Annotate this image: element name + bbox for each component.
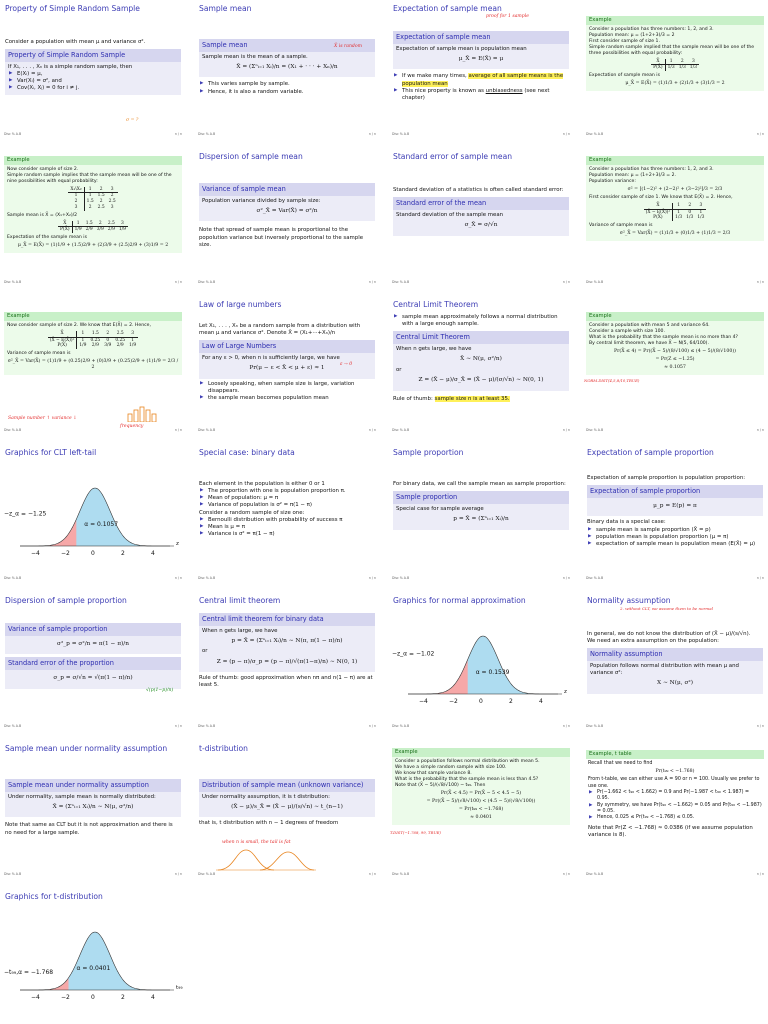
handwritten-note: proof for 1 sample [486,14,529,19]
slide-clt [388,296,574,434]
slide-t-distribution-graph [0,888,186,1024]
sketch-histogram-icon [124,406,164,422]
footer-left: Disc % A.B [392,279,410,284]
tick-label: 4 [151,550,155,557]
slide-example-4 [0,296,186,434]
slide-expectation-sample-mean [388,0,574,138]
equation: μ_p = E(p) = π [653,502,697,509]
axis-label: z [176,541,179,547]
footer-left: Disc % A.B [4,279,22,284]
block-header: Normality assumption [587,648,763,661]
footer-right: n / n [174,279,182,284]
slide-example-2 [0,148,186,286]
list-item: ▶ Variance is σ² = π(1 − π) [199,531,375,538]
equation: σ²_X̄ = Var(X̄) = (1)1/3 + (0)1/3 + (1)1/3 = 2/3 [619,230,731,236]
list-item: ▶ population mean is population proportion (μ = π) [587,534,763,541]
left-tail-fill [408,660,468,695]
block-header: Variance of sample proportion [5,623,181,636]
text-line: Population mean: μ = (1+2+3)/3 = 2 [589,32,675,38]
text-line: Binary data is a special case: [587,519,666,526]
slide-title: Sample mean under normality assumption [5,744,168,753]
tick-label: −4 [31,550,40,557]
text-line: Expectation of the sample mean is [7,235,87,241]
z-label: −z_α = −1.02 [392,650,435,658]
footer-left: Disc % A.B [586,723,604,728]
block-line: Special case for sample average [396,505,484,512]
left-tail-fill [20,978,69,990]
slide-normal-approx-graph [388,592,574,730]
slide-t-table [582,740,768,878]
equation: Pr(μ − ε < X̄ < μ + ε) ≈ 1 [249,365,325,372]
footer-left: Disc % A.B [392,575,410,580]
intro-text: For binary data, we call the sample mean as sample proportion: [393,481,566,488]
text-line: Consider a population has three numbers: 1, 2, and 3. [589,26,714,32]
slide-sample-mean-normality [0,740,186,878]
footer-left: Disc % A.B [586,427,604,432]
list-item: ▶ Var(Xᵢ) = σ², and [8,78,178,85]
example-header: Example [4,156,182,165]
slide-example-1 [582,0,768,138]
handwritten-note: 2. without CLT, we assume them to be normal [620,606,713,611]
example-header: Example, t table [586,750,764,759]
footer-right: n / n [368,131,376,136]
slide-expectation-proportion [582,444,768,582]
slide-example-3 [582,148,768,286]
footer-left: Disc % A.B [392,131,410,136]
equation: σ²_X̄ = Var(X̄) = σ²/n [256,207,318,214]
z-label: −t₉₉,α = −1.768 [4,968,54,976]
slide-title: Normality assumption [587,596,671,605]
block-header: Law of Large Numbers [199,340,375,353]
text-line: We have a simple random sample with size 100. [395,764,507,770]
footer-right: n / n [562,427,570,432]
list-item: ▶ E(Xᵢ) = μ, [8,71,178,78]
equation: Pr(X̄ < 4.5) = Pr(X̄ − 5 < 4.5 − 5) [440,790,522,796]
footer-right: n / n [756,427,764,432]
tick-label: 0 [479,698,483,705]
slide-title: Dispersion of sample mean [199,152,303,161]
equation: X̄ = (Σⁿᵢ₌₁ Xᵢ)/n = (X₁ + · · · + Xₙ)/n [236,63,338,70]
block-line: When n gets large, we have [202,627,278,634]
footer-right: n / n [756,279,764,284]
footer-left: Disc % A.B [586,575,604,580]
prob-table: X̄ 1 1.5 2 2.5 3 (X̄ − E(X̄))² 1 0.25 0 0.25 1 P(X̄) 1/9 2/9 3/9 2/9 1/9 [49,330,137,349]
list-item: ▶ Mean is μ = π [199,524,375,531]
alpha-label: α = 0.0401 [76,965,111,972]
slide-sample-mean [194,0,380,138]
slide-title: Graphics for t-distribution [5,892,103,901]
block-line: Standard deviation of the sample mean [396,211,504,218]
footer-right: n / n [756,575,764,580]
handwritten-note: NORM.DIST(4,5,8/10,TRUE) [584,378,640,383]
equation: X̄ ∼ N(μ, σ²/n) [460,356,502,363]
footer-left: Disc % A.B [198,427,216,432]
equation: = Pr(Z ≤ −1.25) [655,356,695,362]
footer-right: n / n [368,427,376,432]
sketch-t-curves-icon [216,846,316,872]
slide-title: Expectation of sample mean [393,4,502,13]
text-line: Population variance: [589,178,636,184]
footer-right: n / n [368,871,376,876]
example-header: Example [586,156,764,165]
text-line: First consider sample of size 1. [589,38,660,44]
text-line: Consider a random sample of size one: [199,509,305,516]
slide-law-large-numbers [194,296,380,434]
block-line: Under normality assumption, it is t distribution: [202,793,330,800]
slide-title: Graphics for CLT left-tail [5,448,97,457]
equation: σ²_X̄ = Var(X̄) = (1)1/9 + (0.25)2/9 + (0)3/9 + (0.25)2/9 + (1)1/9 = 2/3 / 2 [7,358,179,371]
tick-label: 4 [151,994,155,1001]
rule-text: Rule of thumb: sample size n is at least 35. [393,395,510,402]
prob-table: X̄ 1 2 3 P(X̄) 1/3 1/3 1/3 [653,58,697,71]
list-item: ▶ By symmetry, we have Pr(t₉₀ < −1.662) = 0.05 and Pr(t₉₀ < −1.987) = 0.05. [588,803,762,816]
footer-right: n / n [562,131,570,136]
equation: = Pr(t₉₉ < −1.768) [458,806,504,812]
text-line: By central limit theorem, we have X̄ ∼ N(5, 64/100). [589,340,709,346]
slide-binary-data [194,444,380,582]
handwritten-note: σ = ? [126,118,139,123]
equation: p = X̄ = (Σⁿᵢ₌₁ Xᵢ)/n [453,515,509,522]
list-item: ▶ This varies sample by sample. [199,81,375,88]
slide-title: Graphics for normal approximation [393,596,526,605]
text-line: First consider sample of size 1. We know that E(X̄) = 2. Hence, [589,194,733,200]
text-line: What is the probability that the sample mean is less than 4.5? [395,776,539,782]
tick-label: −2 [61,994,70,1001]
footer-right: n / n [174,131,182,136]
handwritten-note: Sample number ↑ variance ↓ [8,416,78,421]
slide-title: Standard error of sample mean [393,152,513,161]
text-line: Recall that we need to find [588,760,653,766]
text-line: Now consider sample of size 2. We know that E(X̄) = 2. Hence, [7,322,151,328]
footer-left: Disc % A.B [392,723,410,728]
intro-text: Expectation of sample proportion is population proportion: [587,475,746,482]
equation: σ_p = σ/√n = √(π(1 − π)/n) [53,675,133,682]
list-item: ▶ Hence, 0.025 ≤ Pr(t₉₉ < −1.768) ≤ 0.05. [588,815,762,821]
footer-right: n / n [562,871,570,876]
slide-title: Law of large numbers [199,300,282,309]
equation: ≈ 0.1057 [664,364,686,370]
footer-left: Disc % A.B [198,723,216,728]
footer-right: n / n [562,723,570,728]
intro-text: Standard deviation of a statistics is often called standard error: [393,187,564,194]
equation: σ_X̄ = σ/√n [464,221,498,228]
tick-label: 0 [91,550,95,557]
text-line: Now consider sample of size 2. [7,166,79,172]
text-line: What is the probability that the sample mean is no more than 4? [589,334,738,340]
example-header: Example [392,748,570,757]
list-item: ▶ Hence, it is also a random variable. [199,89,375,96]
slide-property-srs [0,0,186,138]
slide-title: Dispersion of sample proportion [5,596,127,605]
handwritten-note: frequency [120,424,144,429]
text-line: Simple random sample implied that the sample mean will be one of the three possibilities with equal probability: [589,44,755,56]
block-line: Population variance divided by sample size: [202,197,321,204]
handwritten-note: ε → 0 [340,362,353,367]
tick-label: −4 [419,698,428,705]
footer-left: Disc % A.B [4,871,22,876]
equation: (X̄ − μ)/s_X̄ = (X̄ − μ)/(s/√n) ∼ t_(n−1) [231,803,343,810]
tick-label: 0 [91,994,95,1001]
normal-curve-plot [0,474,186,574]
slide-title: Property of Simple Random Sample [5,4,140,13]
example-header: Example [586,312,764,321]
handwritten-note: X̄ is random [334,44,362,49]
tick-label: −2 [449,698,458,705]
footer-right: n / n [174,723,182,728]
axis-label: t₉₉ [176,985,183,991]
slide-dispersion-proportion [0,592,186,730]
text-line: Consider a sample with size 100. [589,328,665,334]
rule-text: Rule of thumb: good approximation when nπ and n(1 − π) are at least 5. [199,675,373,689]
text-line: Consider a population with mean 5 and variance 64. [589,322,710,328]
block-header: Central Limit Theorem [393,331,569,344]
block-line: For any ε > 0, when n is sufficiently large, we have [202,354,340,361]
note-text: Note that same as CLT but it is not approximation and there is no need for a large sample. [5,822,173,836]
block-header: Expectation of sample mean [393,31,569,44]
equation: = Pr((X̄ − 5)/(√8/√100) < (4.5 − 5)/(√8/√100)) [426,798,536,804]
list-item: ▶ Pr(−1.662 < t₉₀ < 1.662) = 0.9 and Pr(−1.987 < t₉₀ < 1.987) = 0.95. [588,790,762,803]
slide-clt-binary [194,592,380,730]
intro-text: Each element in the population is either 0 or 1 [199,481,325,488]
slide-sample-proportion [388,444,574,582]
slide-normality-assumption [582,592,768,730]
footer-right: n / n [174,575,182,580]
handwritten-note: T.DIST(−1.768, 99, TRUE) [390,830,441,835]
handwritten-note: √(p(1−p)/n) [146,688,174,693]
footer-right: n / n [368,575,376,580]
slide-title: Sample proportion [393,448,464,457]
slide-title: Central Limit Theorem [393,300,479,309]
footer-left: Disc % A.B [4,575,22,580]
block-header: Central limit theorem for binary data [199,613,375,626]
tick-label: 2 [509,698,513,705]
block-header: Standard error of the mean [393,197,569,210]
equation: σ²_p = σ²/n = π(1 − π)/n [56,640,129,647]
text-line: We know that sample variance 8. [395,770,472,776]
text-line: Sample mean is X̄ = (X₁+X₂)/2 [7,212,78,218]
slide-t-distribution [194,740,380,878]
footer-left: Disc % A.B [198,131,216,136]
equation: μ_X̄ = E(X̄) = μ [458,55,504,62]
text-line: Note that (X̄ − 5)/(√8/√100) ∼ t₉₉. Then [395,782,486,788]
text-line: Expectation of sample mean is [589,73,660,79]
text-line: Population mean: μ = (1+2+3)/3 = 2. [589,172,676,178]
intro-text: Consider a population with mean μ and variance σ². [5,39,146,46]
curve-fill [408,636,558,694]
list-item: ▶ This nice property is known as unbiasedness (see next chapter) [393,88,569,102]
text-line: Consider a population has three numbers: 1, 2, and 3. [589,166,714,172]
footer-left: Disc % A.B [586,871,604,876]
footer-right: n / n [174,427,182,432]
footer-left: Disc % A.B [586,131,604,136]
footer-right: n / n [562,279,570,284]
z-label: −z_α = −1.25 [4,510,47,518]
text-line: From t-table, we can either use A = 90 or n = 100. Usually we prefer to use one. [588,777,760,789]
intro-text: Let X₁, . . . , Xₙ be a random sample from a distribution with mean μ and variance σ². Denote X̄ = (X₁+···+Xₙ)/n [199,323,361,337]
slide-clt-left-tail-graph [0,444,186,582]
equation: ≈ 0.0401 [470,815,492,821]
block-header: Variance of sample mean [199,183,375,196]
t-curve-plot [0,918,186,1018]
equation: Z = (p − π)/σ_p = (p − π)/√(π(1−π)/n) ∼ N(0, 1) [216,658,358,665]
block-line: If X₁, . . . , Xₙ is a simple random sample, then [8,63,133,70]
footer-left: Disc % A.B [198,279,216,284]
footer-left: Disc % A.B [198,575,216,580]
prob-table: X̄ 1 2 3 (X̄ − E(X̄))² 1 0 1 P(X̄) 1/3 1/3 1/3 [645,202,705,221]
normal-curve-plot [388,622,574,722]
slide-title: Special case: binary data [199,448,295,457]
list-item: ▶ Cov(Xᵢ, Xⱼ) = 0 for i ≠ j. [8,85,178,92]
text-line: Consider a population follows normal distribution with mean 5. [395,758,540,764]
list-item: ▶ the sample mean becomes population mean [199,395,375,402]
list-item: ▶ expectation of sample mean is population mean (E(X̄) = μ) [587,541,763,548]
note-text: that is, t distribution with n − 1 degrees of freedom [199,820,339,827]
footer-right: n / n [756,871,764,876]
footer-left: Disc % A.B [4,427,22,432]
list-item: ▶ Mean of population: μ = π [199,495,375,502]
example-header: Example [4,312,182,321]
footer-left: Disc % A.B [392,427,410,432]
equation: Z = (X̄ − μ)/σ_X̄ = (X̄ − μ)/(σ/√n) ∼ N(0, 1) [418,376,544,383]
slide-example-6 [388,740,574,878]
tick-label: −4 [31,994,40,1001]
tick-label: 2 [121,550,125,557]
list-item: ▶ Bernoulli distribution with probability of success π [199,517,375,524]
alpha-label: α = 0.1539 [475,669,510,676]
footer-right: n / n [756,131,764,136]
block-header: Sample mean [199,39,375,52]
tick-label: −2 [61,550,70,557]
block-header: Property of Simple Random Sample [5,49,181,62]
note-text: Note that spread of sample mean is proportional to the popolution variance but inversely proportional to the sample size. [199,227,364,248]
block-line: Expectation of sample mean is population mean [396,45,527,52]
sample-table: X₁\X₂ 1 2 3 1 1 1.5 2 2 1.5 2 2.5 3 2 2.5 3 [70,186,116,210]
equation: X ∼ N(μ, σ²) [657,680,693,687]
slide-title: t-distribution [199,744,248,753]
curve-fill [20,932,170,990]
axis-label: z [564,689,567,695]
block-header: Distribution of sample mean (unknown variance) [199,779,375,792]
footer-right: n / n [368,279,376,284]
block-line: Under normality, sample mean is normally distributed: [8,793,156,800]
text-line: Variance of sample mean is [7,350,71,356]
footer-right: n / n [174,871,182,876]
text-line: Variance of sample mean is [589,223,653,228]
equation: μ_X̄ = E(X̄) = (1)1/9 + (1.5)2/9 + (2)3/9 + (2.5)2/9 + (3)1/9 = 2 [17,243,169,249]
tick-label: 4 [539,698,543,705]
left-tail-fill [20,519,76,546]
footer-right: n / n [368,723,376,728]
equation: μ_X̄ = E(X̄) = (1)1/3 + (2)1/3 + (3)1/3 = 2 [625,81,725,87]
block-line: When n gets large, we have [396,345,472,352]
slide-example-5 [582,296,768,434]
block-line: Population follows normal distribution with mean μ and variance σ²: [590,662,739,677]
footer-left: Disc % A.B [4,723,22,728]
list-item: ▶ sample mean approximately follows a normal distribution with a large enough sample. [393,314,569,328]
list-item: ▶ If we make many times, average of all sample means is the population mean [393,73,569,87]
text-line: Simple random sample implies that the sample mean will be one of the nine possibilities with equal probability: [7,172,172,184]
slide-title: Sample mean [199,4,252,13]
footer-right: n / n [562,575,570,580]
equation: X̄ = (Σⁿᵢ₌₁ Xᵢ)/n ∼ N(μ, σ²/n) [52,803,134,810]
list-item: ▶ sample mean is sample proportion (X̄ = p) [587,527,763,534]
block-header: Sample mean under normality assumption [5,779,181,792]
slide-title: Expectation of sample proportion [587,448,714,457]
note-text: Note that Pr(Z < −1.768) ≈ 0.0386 (if we assume population variance is 8). [588,824,753,838]
equation: Pr(t₉₉ < −1.768) [655,769,695,775]
block-line: Sample mean is the mean of a sample. [202,53,308,60]
equation: p = X̄ = (Σⁿᵢ₌₁ Xᵢ)/n ∼ N(π, π(1 − π)/n) [231,637,343,644]
list-item: ▶ Variance of population is σ² = π(1 − π) [199,502,375,509]
prob-table: X̄ 1 1.5 2 2.5 3 P(X̄) 1/9 2/9 3/9 2/9 1/9 [60,220,126,233]
slide-title: Central limit theorem [199,596,281,605]
block-header: Standard error of the proportion [5,657,181,670]
footer-right: n / n [756,723,764,728]
tick-label: 2 [121,994,125,1001]
equation: Pr(X̄ ≤ 4) = Pr((X̄ − 5)/(8/√100) ≤ (4 − 5)/(8/√100)) [613,348,737,354]
block-header: Sample proportion [393,491,569,504]
footer-left: Disc % A.B [392,871,410,876]
footer-left: Disc % A.B [198,871,216,876]
intro-text: In general, we do not know the distribution of (X̄ − μ)/(s/√n). [587,631,751,638]
list-item: ▶ The proportion with one is population proportion π. [199,488,375,495]
slide-standard-error [388,148,574,286]
block-header: Expectation of sample proportion [587,485,763,498]
intro-text: We need an extra assumption on the population: [587,638,719,645]
slide-dispersion-sample-mean [194,148,380,286]
list-item: ▶ Loosely speaking, when sample size is large, variation disappears. [199,381,375,395]
alpha-label: α = 0.1057 [84,521,119,528]
handwritten-note: when n is small, the tail is fat [222,840,291,845]
equation: σ² = [(1−2)² + (2−2)² + (3−2)²]/3 = 2/3 [627,186,723,192]
footer-left: Disc % A.B [4,131,22,136]
or-text: or [202,648,208,655]
footer-left: Disc % A.B [586,279,604,284]
example-header: Example [586,16,764,25]
or-text: or [396,366,402,373]
